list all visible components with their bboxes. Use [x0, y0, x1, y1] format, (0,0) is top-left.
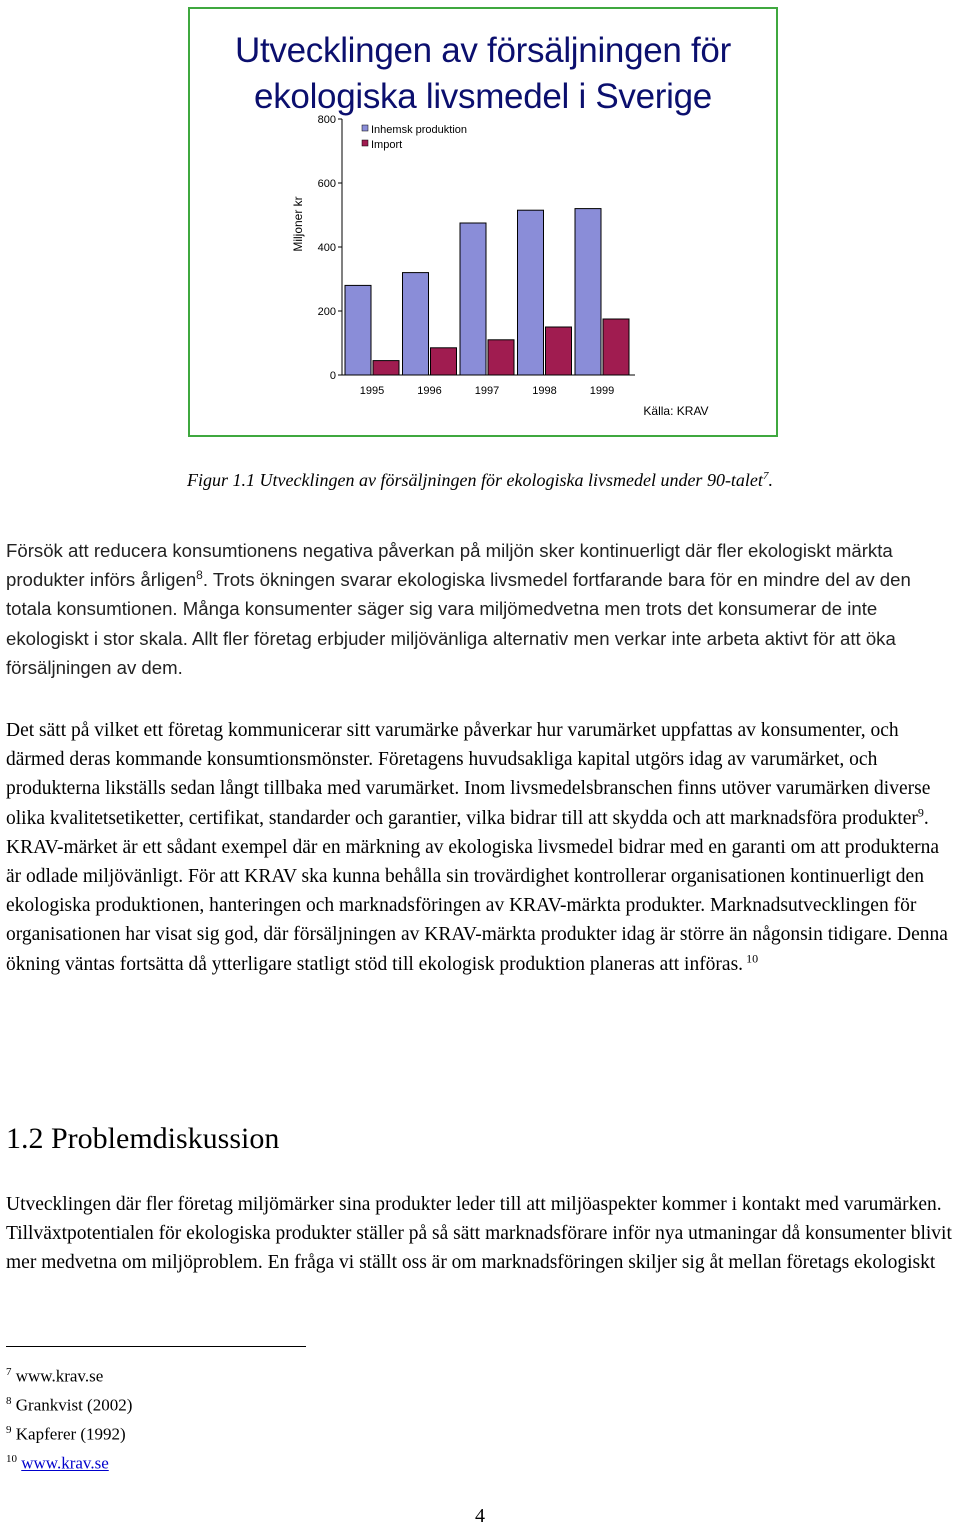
bar-import-1999 [603, 319, 629, 375]
footnote-ref: 9 [917, 805, 924, 820]
footnote-item [6, 1389, 132, 1418]
paragraph-text: . Trots ökningen svarar ekologiska livsmedel fortfarande bara för en mindre del av den totala konsumtionen. Många konsumenter säger sig vara miljömedvetna men trots det konsumerar de inte ekologiskt i stor skala. Allt fler företag erbjuder miljövänliga alternativ men verkar inte arbeta aktivt för att öka försäljningen av dem. [6, 569, 911, 678]
y-tick-label: 800 [317, 114, 336, 126]
y-axis-label: Miljoner kr [291, 196, 305, 252]
x-tick-label: 1996 [417, 385, 442, 397]
caption-text: Figur 1.1 Utvecklingen av försäljningen för ekologiska livsmedel under 90-talet [187, 470, 763, 490]
figure-caption [0, 470, 960, 491]
footnote-divider [6, 1346, 306, 1347]
section-heading: 1.2 Problemdiskussion [6, 1122, 280, 1155]
footnote-link[interactable]: www.krav.se [21, 1454, 109, 1474]
footnote-text: Kapferer (1992) [15, 1424, 126, 1444]
paragraph-text: Det sätt på vilket ett företag kommunicerar sitt varumärke påverkar hur varumärket uppfattas av konsumenter, och därmed deras kommande konsumtionsmönster. Företagens huvudsakliga kapital utgörs idag av varumärket, och produkterna likställs sedan långt tillbaka med varumärket. Inom livsmedelsbranschen finns utöver varumärken diverse olika kvalitetsetiketter, certifikat, standarder och garantier, vilka bidrar till att skydda och att marknadsföra produkter [6, 720, 931, 829]
footnotes [6, 1360, 132, 1477]
legend-label: Inhemsk produktion [371, 124, 467, 136]
paragraph-consumption [6, 536, 956, 682]
sales-chart-figure [188, 7, 778, 437]
paragraph-brand [6, 716, 956, 979]
legend-label: Import [371, 139, 403, 151]
y-tick-label: 600 [317, 178, 336, 190]
x-axis [360, 385, 614, 397]
caption-footnote-ref: 7 [762, 470, 769, 482]
footnote-ref: 10 [743, 951, 759, 966]
bar-inhemsk-1996 [403, 273, 429, 375]
paragraph-text: . KRAV-märket är ett sådant exempel där en märkning av ekologiska livsmedel bidrar med en garanti om att produkterna är odlade miljövänligt. För att KRAV ska kunna behålla sin trovärdighet kontrollerar organisationen kontinuerligt den ekologiska produktionen, hanteringen och marknadsföringen av KRAV-märkta produkter. Marknadsutvecklingen för organisationen har visat sig god, där försäljningen av KRAV-märkta produkter idag är större än någonsin tidigare. Denna ökning väntas fortsätta då ytterligare statligt stöd till ekologisk produktion planeras att införas. [6, 807, 948, 975]
footnote-number: 9 [6, 1424, 12, 1437]
y-tick-label: 400 [317, 242, 336, 254]
footnote-item [6, 1447, 132, 1476]
paragraph-text: Försök att reducera konsumtionens negativa påverkan på miljön sker kontinuerligt där fler ekologiskt märkta produkter införs årligen [6, 540, 893, 591]
bar-import-1998 [546, 327, 572, 375]
footnote-number: 7 [6, 1366, 12, 1378]
chart-bars [345, 209, 629, 375]
caption-trail: . [768, 470, 773, 490]
footnote-item [6, 1418, 132, 1447]
footnote-text: Grankvist (2002) [15, 1395, 133, 1415]
x-tick-label: 1998 [532, 385, 557, 397]
bar-inhemsk-1999 [575, 209, 601, 375]
page-number: 4 [475, 1505, 485, 1527]
bar-inhemsk-1998 [518, 210, 544, 375]
x-tick-label: 1995 [359, 385, 385, 397]
paragraph-problem: Utvecklingen där fler företag miljömärker sina produkter leder till att miljöaspekter kommer i kontakt med varumärken. Tillväxtpotentialen för ekologiska produkter ställer på så sätt marknadsförare inför nya utmaningar då konsumenter blivit mer medvetna om miljöproblem. En fråga vi ställt oss är om marknadsföringen skiljer sig åt mellan företags ekologiskt [6, 1194, 952, 1274]
legend-swatch [362, 125, 368, 131]
chart-title-line2: ekologiska livsmedel i Sverige [254, 77, 712, 116]
x-tick-label: 1997 [474, 385, 500, 397]
chart-title-line1: Utvecklingen av försäljningen för [235, 31, 731, 70]
bar-import-1995 [373, 361, 399, 375]
bar-inhemsk-1995 [345, 285, 371, 375]
chart-source: Källa: KRAV [643, 404, 709, 418]
footnote-ref: 8 [196, 568, 203, 583]
footnote-text: www.krav.se [15, 1366, 104, 1386]
x-tick-label: 1999 [589, 385, 615, 397]
y-tick-label: 0 [329, 370, 336, 382]
legend-swatch [362, 140, 368, 146]
footnote-number: 8 [6, 1395, 12, 1408]
chart-legend [362, 124, 467, 151]
footnote-number: 10 [6, 1453, 17, 1466]
bar-import-1997 [488, 340, 514, 375]
bar-import-1996 [431, 348, 457, 375]
bar-inhemsk-1997 [460, 223, 486, 375]
y-tick-label: 200 [317, 306, 336, 318]
footnote-item [6, 1360, 132, 1389]
bar-chart [190, 9, 776, 435]
